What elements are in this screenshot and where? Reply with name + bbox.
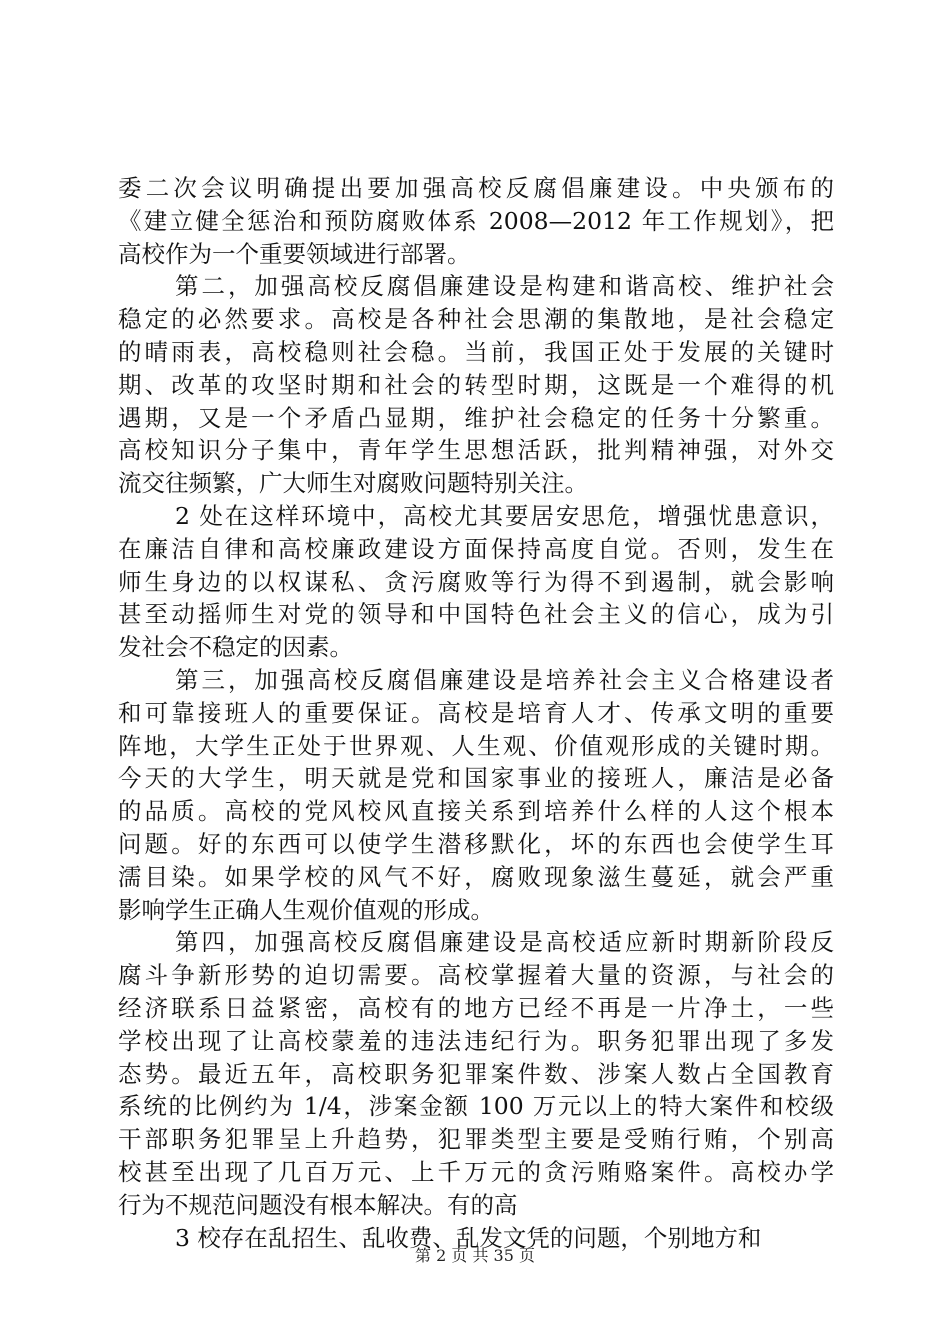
text-line: 态势。最近五年，高校职务犯罪案件数、涉案人数占全国教育: [118, 1059, 834, 1088]
text-line: 学校出现了让高校蒙羞的违法违纪行为。职务犯罪出现了多发: [118, 1026, 834, 1055]
text-line: 的品质。高校的党风校风直接关系到培养什么样的人这个根本: [118, 797, 834, 826]
text-line: 腐斗争新形势的迫切需要。高校掌握着大量的资源，与社会的: [118, 961, 834, 990]
text-line: 阵地，大学生正处于世界观、人生观、价值观形成的关键时期。: [118, 731, 834, 760]
text-line: 师生身边的以权谋私、贪污腐败等行为得不到遏制，就会影响: [118, 567, 834, 596]
text-line: 和可靠接班人的重要保证。高校是培育人才、传承文明的重要: [118, 698, 834, 727]
text-line: 今天的大学生，明天就是党和国家事业的接班人，廉洁是必备: [118, 764, 834, 793]
text-line: 甚至动摇师生对党的领导和中国特色社会主义的信心，成为引: [118, 600, 834, 629]
paragraph-first-line: 第三，加强高校反腐倡廉建设是培养社会主义合格建设者: [175, 665, 834, 694]
text-line: 经济联系日益紧密，高校有的地方已经不再是一片净土，一些: [118, 993, 834, 1022]
text-line: 发社会不稳定的因素。: [118, 633, 353, 662]
paragraph-first-line: 2 处在这样环境中，高校尤其要居安思危，增强忧患意识，: [175, 501, 834, 530]
text-line: 期、改革的攻坚时期和社会的转型时期，这既是一个难得的机: [118, 370, 834, 399]
text-line: 干部职务犯罪呈上升趋势，犯罪类型主要是受贿行贿，个别高: [118, 1125, 834, 1154]
text-line: 高校知识分子集中，青年学生思想活跃，批判精神强，对外交: [118, 436, 834, 465]
text-line: 影响学生正确人生观价值观的形成。: [118, 895, 494, 924]
text-line: 的晴雨表，高校稳则社会稳。当前，我国正处于发展的关键时: [118, 337, 834, 366]
text-line: 遇期，又是一个矛盾凸显期，维护社会稳定的任务十分繁重。: [118, 403, 834, 432]
text-line: 问题。好的东西可以使学生潜移默化，坏的东西也会使学生耳: [118, 829, 834, 858]
text-line: 高校作为一个重要领域进行部署。: [118, 239, 471, 268]
text-line: 稳定的必然要求。高校是各种社会思潮的集散地，是社会稳定: [118, 305, 834, 334]
text-line: 行为不规范问题没有根本解决。有的高: [118, 1190, 518, 1219]
text-line: 《建立健全惩治和预防腐败体系 2008—2012 年工作规划》，把: [118, 206, 834, 235]
text-line: 校甚至出现了几百万元、上千万元的贪污贿赂案件。高校办学: [118, 1157, 834, 1186]
text-line: 流交往频繁，广大师生对腐败问题特别关注。: [118, 469, 588, 498]
paragraph-first-line: 3 校存在乱招生、乱收费、乱发文凭的问题，个别地方和: [175, 1223, 762, 1252]
text-line: 濡目染。如果学校的风气不好，腐败现象滋生蔓延，就会严重: [118, 862, 834, 891]
text-line: 系统的比例约为 1/4，涉案金额 100 万元以上的特大案件和校级: [118, 1092, 834, 1121]
text-line: 委二次会议明确提出要加强高校反腐倡廉建设。中央颁布的: [118, 174, 834, 202]
paragraph-first-line: 第二，加强高校反腐倡廉建设是构建和谐高校、维护社会: [175, 272, 834, 301]
page-number-footer: 第 2 页 共 35 页: [415, 1246, 535, 1265]
text-line: 在廉洁自律和高校廉政建设方面保持高度自觉。否则，发生在: [118, 534, 834, 563]
body-text: [118, 172, 834, 1254]
paragraph-first-line: 第四，加强高校反腐倡廉建设是高校适应新时期新阶段反: [175, 928, 834, 957]
